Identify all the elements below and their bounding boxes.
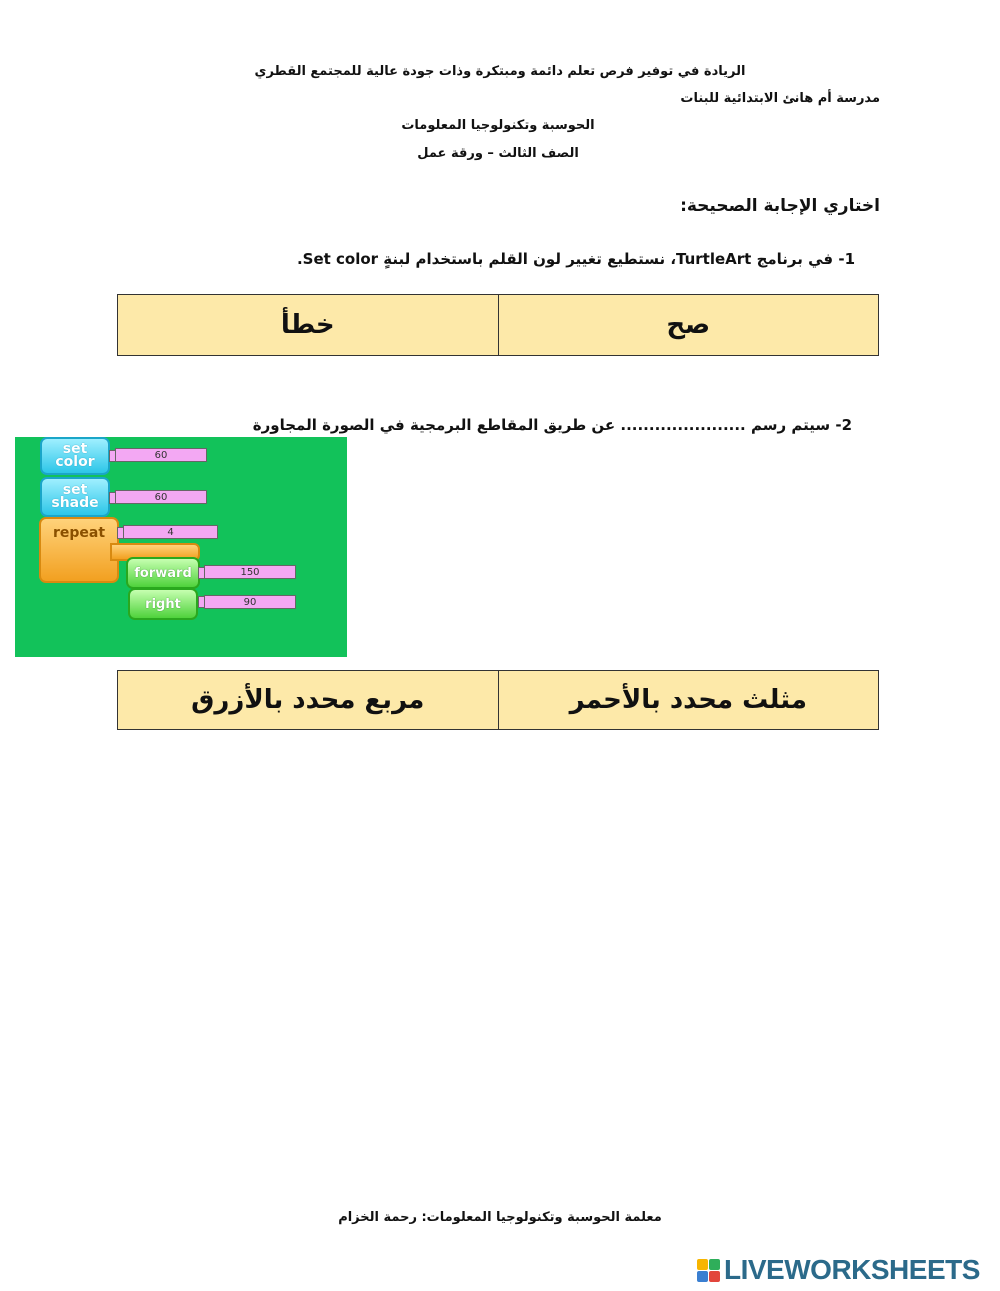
- logo-mark-icon: [697, 1259, 720, 1282]
- set-color-value: 60: [115, 448, 207, 462]
- question-1-text: 1- في برنامج TurtleArt، نستطيع تغيير لون القلم باستخدام لبنةٍ Set color.: [296, 250, 855, 268]
- forward-value: 150: [204, 565, 296, 579]
- right-value: 90: [204, 595, 296, 609]
- subject-title: الحوسبة وتكنولوجيا المعلومات: [401, 118, 595, 133]
- set-shade-value: 60: [115, 490, 207, 504]
- question-1-options: [117, 294, 879, 356]
- liveworksheets-logo[interactable]: [697, 1256, 980, 1284]
- option-true[interactable]: صح: [498, 295, 879, 355]
- school-name: مدرسة أم هانئ الابتدائية للبنات: [680, 91, 880, 106]
- option-blue-square[interactable]: مربع محدد بالأزرق: [191, 685, 425, 715]
- set-shade-block: set shade: [40, 477, 110, 517]
- option-false[interactable]: خطأ: [280, 310, 335, 340]
- question-2-options: [117, 670, 879, 730]
- repeat-block: repeat: [39, 517, 119, 583]
- repeat-value: 4: [123, 525, 218, 539]
- right-block: right: [128, 588, 198, 620]
- instructions-heading: اختاري الإجابة الصحيحة:: [680, 196, 880, 216]
- school-motto: الريادة في توفير فرص تعلم دائمة ومبتكرة وذات جودة عالية للمجتمع القطري: [254, 64, 746, 79]
- turtleart-blocks-image: [15, 437, 347, 657]
- question-2-text: 2- سيتم رسم ...................... عن طريق المقاطع البرمجية في الصورة المجاورة: [252, 416, 852, 434]
- set-color-block: set color: [40, 437, 110, 475]
- option-red-triangle[interactable]: مثلث محدد بالأحمر: [498, 671, 879, 729]
- grade-title: الصف الثالث – ورقة عمل: [417, 146, 579, 161]
- brand-name: LIVEWORKSHEETS: [724, 1254, 980, 1285]
- teacher-credit: معلمة الحوسبة وتكنولوجيا المعلومات: رحمة الخزام: [338, 1210, 662, 1225]
- forward-block: forward: [126, 557, 200, 589]
